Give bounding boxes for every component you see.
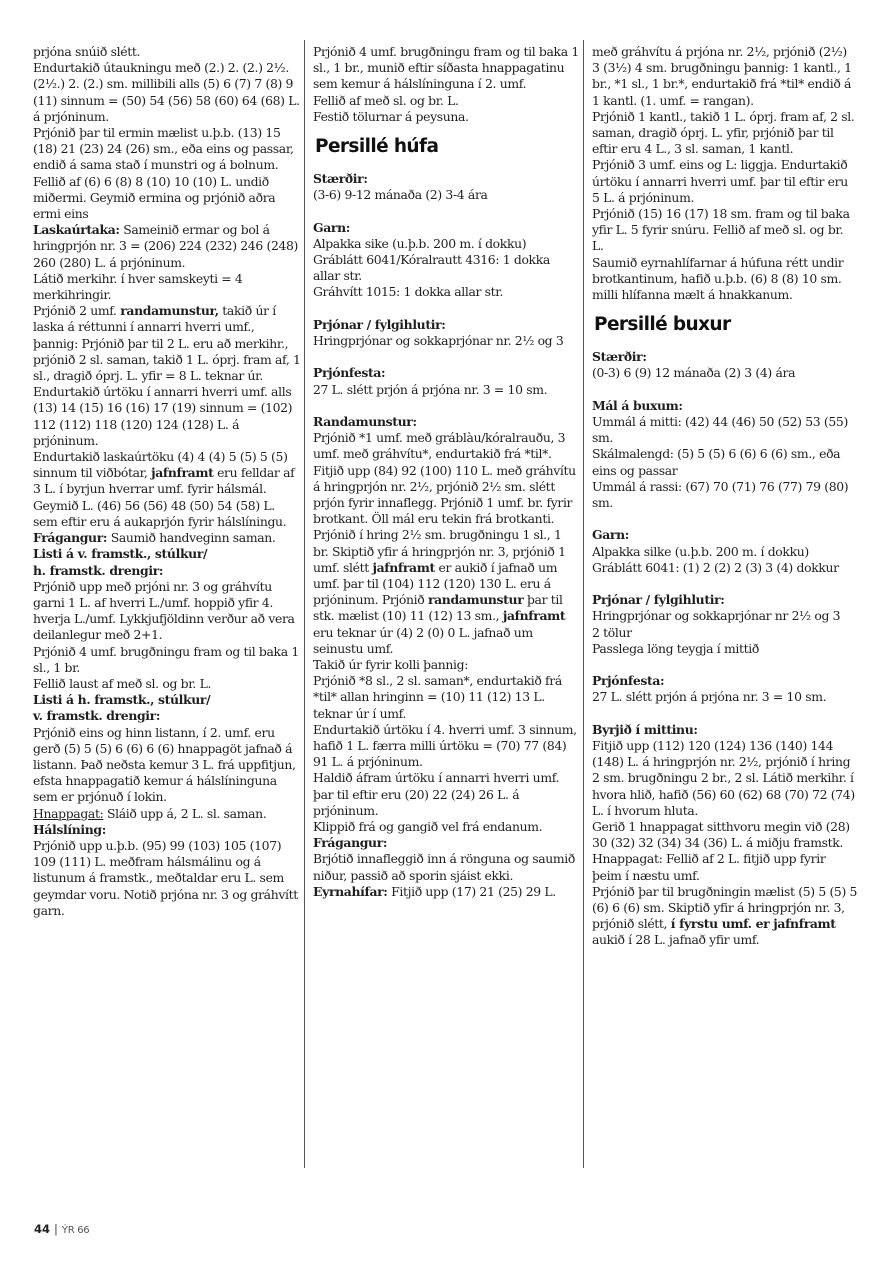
paragraph: Hringprjónar og sokkaprjónar nr 2½ og 3 (592, 608, 841, 624)
column-divider (583, 40, 584, 1168)
page-number: 44 (34, 1222, 51, 1236)
paragraph: Skálmalengd: (5) 5 (5) 6 (6) 6 (6) sm., eða eins og passar (592, 446, 841, 478)
column-divider (304, 40, 305, 1168)
paragraph: Gráblátt 6041/Kóralrautt 4316: 1 dokka allar str. (313, 252, 550, 284)
label-mal: Mál á buxum: (592, 397, 683, 413)
column-3 (592, 44, 858, 949)
paragraph: Haldið áfram úrtöku í annarri hverri umf. þar til eftir eru (20) 22 (24) 26 L. á prjóninum. (313, 770, 560, 818)
paragraph: Prjónið upp u.þ.b. (95) 99 (103) 105 (107) 109 (111) L. meðfram hálsmálinu og á listunum á framstk., meðtaldar eru L. sem geymdar voru. Notið prjóna nr. 3 og gráhvítt garn. (33, 837, 298, 918)
paragraph: 27 L. slétt prjón á prjóna nr. 3 = 10 sm. (313, 381, 548, 397)
paragraph: Fellið af með sl. og br. L. (313, 92, 459, 108)
footer-separator: | (54, 1222, 58, 1236)
paragraph: Prjónið í hring 2½ sm. brugðningu 1 sl., 1 br. Skiptið yfir á hringprjón nr. 3, prjónið 1 umf. slétt jafnframt er aukið í jafnað um umf. þar til (104) 112 (120) 130 L. eru á prjóninum. Prjónið randamunstur þar til stk. mælist (10) 11 (12) 13 sm., jafnframt eru teknar úr (4) 2 (0) 0 L. jafnað um seinustu umf. (313, 527, 566, 656)
paragraph: (0-3) 6 (9) 12 mánaða (2) 3 (4) ára (592, 365, 796, 381)
paragraph: Ummál á mitti: (42) 44 (46) 50 (52) 53 (55) sm. (592, 414, 848, 446)
paragraph: Prjónið 3 umf. eins og L: liggja. Endurtakið úrtöku í annarri hverri umf. þar til eftir eru 5 L. á prjóninum. (592, 157, 848, 205)
paragraph: Prjónið 4 umf. brugðningu fram og til baka 1 sl., 1 br., munið eftir síðasta hnappagatinu sem kemur á hálslíninguna í 2. umf. (313, 44, 579, 92)
paragraph: Látið merkihr. í hver samskeyti = 4 merkihringir. (33, 270, 243, 303)
paragraph: Saumið eyrnahlífarnar á húfuna rétt undir brotkantinum, hafið u.þ.b. (6) 8 (8) 10 sm. milli hlífanna mælt á hnakkanum. (592, 254, 844, 303)
inline-heading: Frágangur: (33, 530, 108, 546)
column-1 (33, 44, 301, 919)
subheading-fragangur: Frágangur: (313, 835, 388, 851)
paragraph-eyrnahlifar: Eyrnahífar: Fitjið upp (17) 21 (25) 29 L. (313, 883, 556, 899)
paragraph: Takið úr fyrir kolli þannig: (313, 657, 469, 673)
label-garn: Garn: (313, 219, 350, 235)
paragraph: Festið tölurnar á peysuna. (313, 108, 469, 124)
label-prjonar: Prjónar / fylgihlutir: (592, 592, 725, 608)
label-prjonfesta: Prjónfesta: (313, 365, 386, 381)
paragraph: Fitjið upp (112) 120 (124) 136 (140) 144 (148) L. á hringprjón nr. 2½, prjónið í hring 2 sm. brugðningu 2 br., 2 sl. Látið merkihr. í hvora hlið, hafið (56) 60 (62) 68 (70) 72 (74) L. í hvorum hluta. (592, 738, 855, 818)
subheading-halslining: Hálslíning: (33, 821, 106, 837)
paragraph: Brjótið innafleggið inn á rönguna og saumið niður, passið að sporin sjáist ekki. (313, 851, 576, 883)
paragraph: prjóna snúið slétt. (33, 44, 141, 59)
paragraph-fragangur: Frágangur: Saumið handveginn saman. (33, 530, 276, 546)
paragraph: Endurtakið úrtöku í annarri hverri umf. alls (13) 14 (15) 16 (16) 17 (19) sinnum = (102) 112 (112) 118 (120) 124 (128) L. á prjóninum. (33, 384, 293, 448)
paragraph: Gerið 1 hnappagat sitthvoru megin við (28) 30 (32) 32 (34) 34 (36) L. á miðju framstk. (592, 819, 850, 851)
paragraph: Prjónið þar til ermin mælist u.þ.b. (13) 15 (18) 21 (23) 24 (26) sm., eða eins og passar, endið á sama stað í munstri og á bolnum. (33, 125, 294, 173)
paragraph: Alpakka silke (u.þ.b. 200 m. í dokku) (592, 543, 809, 559)
paragraph: Endurtakið laskaúrtöku (4) 4 (4) 5 (5) 5 (5) sinnum til viðbótar, jafnframt eru felldar af 3 L. í byrjun hverrar umf. fyrir hálsmál. (33, 449, 295, 497)
section-title-buxur: Persillé buxur (594, 314, 731, 336)
paragraph-laskaurtaka: Laskaúrtaka: Sameinið ermar og bol á hringprjón nr. 3 = (206) 224 (232) 246 (248) 260 (280) L. á prjóninum. (33, 222, 299, 270)
paragraph: Hnappagat: Fellið af 2 L. fitjið upp fyrir þeim í næstu umf. (592, 851, 826, 883)
paragraph: Prjónið upp með prjóni nr. 3 og gráhvítu garni 1 L. af hverri L./umf. hoppið yfir 4. hverja L./umf. Lykkjufjöldinn verður að vera deilanlegur með 2+1. (33, 578, 295, 643)
paragraph: Ummál á rassi: (67) 70 (71) 76 (77) 79 (80) sm. (592, 478, 849, 511)
inline-heading: Laskaúrtaka: (33, 222, 120, 238)
paragraph: Prjónið (15) 16 (17) 18 sm. fram og til baka yfir L. 5 fyrir snúru. Fellið af með sl. og br. L. (592, 206, 850, 254)
label-prjonar: Prjónar / fylgihlutir: (313, 316, 446, 332)
label-prjonfesta: Prjónfesta: (592, 673, 665, 689)
label-staerdir: Stærðir: (313, 171, 368, 187)
column-2 (313, 44, 579, 900)
paragraph: Prjónið þar til brugðningin mælist (5) 5 (5) 5 (6) 6 (6) sm. Skiptið yfir á hringprjón nr. 3, prjónið slétt, í fyrstu umf. er jafnframt aukið í 28 L. jafnað yfir umf. (592, 883, 858, 948)
paragraph: (3-6) 9-12 mánaða (2) 3-4 ára (313, 187, 488, 203)
paragraph: Fellið af (6) 6 (8) 8 (10) 10 (10) L. undið miðermi. Geymið ermina og prjónið aðra ermi eins (33, 173, 276, 222)
paragraph: Geymið L. (46) 56 (56) 48 (50) 54 (58) L. sem eftir eru á aukaprjón fyrir hálslíningu. (33, 497, 287, 529)
paragraph: Prjónið *8 sl., 2 sl. saman*, endurtakið frá *til* allan hringinn = (10) 11 (12) 13 L. teknar úr í umf. (313, 673, 562, 721)
paragraph: Fitjið upp (84) 92 (100) 110 L. með gráhvítu á hringprjón nr. 2½, prjónið 2½ sm. slétt prjón fyrir innaflegg. Prjónið 1 umf. br. fyrir brotkant. Öll mál eru tekin frá brotkanti. (313, 462, 576, 527)
paragraph: Hringprjónar og sokkaprjónar nr. 2½ og 3 (313, 333, 564, 349)
magazine-issue: ÝR 66 (61, 1225, 90, 1236)
page-footer (34, 1222, 89, 1236)
paragraph: Alpakka sike (u.þ.b. 200 m. í dokku) (313, 235, 527, 251)
label-garn: Garn: (592, 527, 629, 543)
paragraph: Prjónið 4 umf. brugðningu fram og til baka 1 sl., 1 br. (33, 643, 299, 675)
paragraph: Fellið laust af með sl. og br. L. (33, 675, 212, 691)
paragraph: 2 tölur (592, 624, 632, 640)
paragraph-hnappagat: Hnappagat: Sláið upp á, 2 L. sl. saman. (33, 805, 267, 821)
paragraph: Gráblátt 6041: (1) 2 (2) 2 (3) 3 (4) dokkur (592, 559, 839, 575)
label-randamunstur: Randamunstur: (313, 414, 417, 429)
paragraph: Klippið frá og gangið vel frá endanum. (313, 819, 543, 835)
paragraph: með gráhvítu á prjóna nr. 2½, prjónið (2½) 3 (3½) 4 sm. brugðningu þannig: 1 kantl., 1 br., *1 sl., 1 br.*, endurtakið frá *til* endið á 1 kantl. (1. umf. = rangan). (592, 44, 852, 108)
underlined-label: Hnappagat: (33, 805, 104, 821)
subheading-listi-h: Listi á h. framstk., stúlkur/ v. framstk. drengir: (33, 692, 211, 724)
label-byrjid: Byrjið í mittinu: (592, 721, 698, 737)
paragraph: Gráhvítt 1015: 1 dokka allar str. (313, 284, 504, 300)
paragraph-randamunstur: Prjónið 2 umf. randamunstur, takið úr í laska á réttunni í annarri hverri umf., þannig: Prjónið þar til 2 L. eru að merkihr., prjónið 2 sl. saman, takið 1 L. óprj. fram af, 1 sl., dragið óprj. L. yfir = 8 L. teknar úr. (33, 303, 301, 384)
paragraph: Prjónið 1 kantl., takið 1 L. óprj. fram af, 2 sl. saman, dragið óprj. L. yfir, prjónið þar til eftir eru 4 L., 3 sl. saman, 1 kantl. (592, 108, 855, 157)
paragraph: Prjónið eins og hinn listann, í 2. umf. eru gerð (5) 5 (5) 6 (6) 6 (6) hnappagöt jafnað á listann. Það neðsta kemur 3 L. frá uppfitjun, efsta hnappagatið kemur á hálslíninguna sem er prjónuð í lokin. (33, 724, 296, 805)
section-title-hufa: Persillé húfa (315, 136, 439, 158)
paragraph: Passlega löng teygja í mittið (592, 640, 759, 656)
paragraph: Endurtakið úrtöku í 4. hverri umf. 3 sinnum, hafið 1 L. færra milli úrtöku = (70) 77 (84) 91 L. á prjóninum. (313, 721, 577, 770)
subheading-listi-v: Listi á v. framstk., stúlkur/ h. framstk. drengir: (33, 546, 208, 578)
label-staerdir: Stærðir: (592, 349, 647, 365)
paragraph: Endurtakið útaukningu með (2.) 2. (2.) 2½. (2½.) 2. (2.) sm. millibili alls (5) 6 (7) 7 (8) 9 (11) sinnum = (50) 54 (56) 58 (60) 64 (68) L. á prjóninum. (33, 60, 300, 124)
paragraph: 27 L. slétt prjón á prjóna nr. 3 = 10 sm. (592, 689, 827, 705)
paragraph: Prjónið *1 umf. með gráblàu/kóralrauðu, 3 umf. með gráhvítu*, endurtakið frá *til*. (313, 430, 566, 462)
